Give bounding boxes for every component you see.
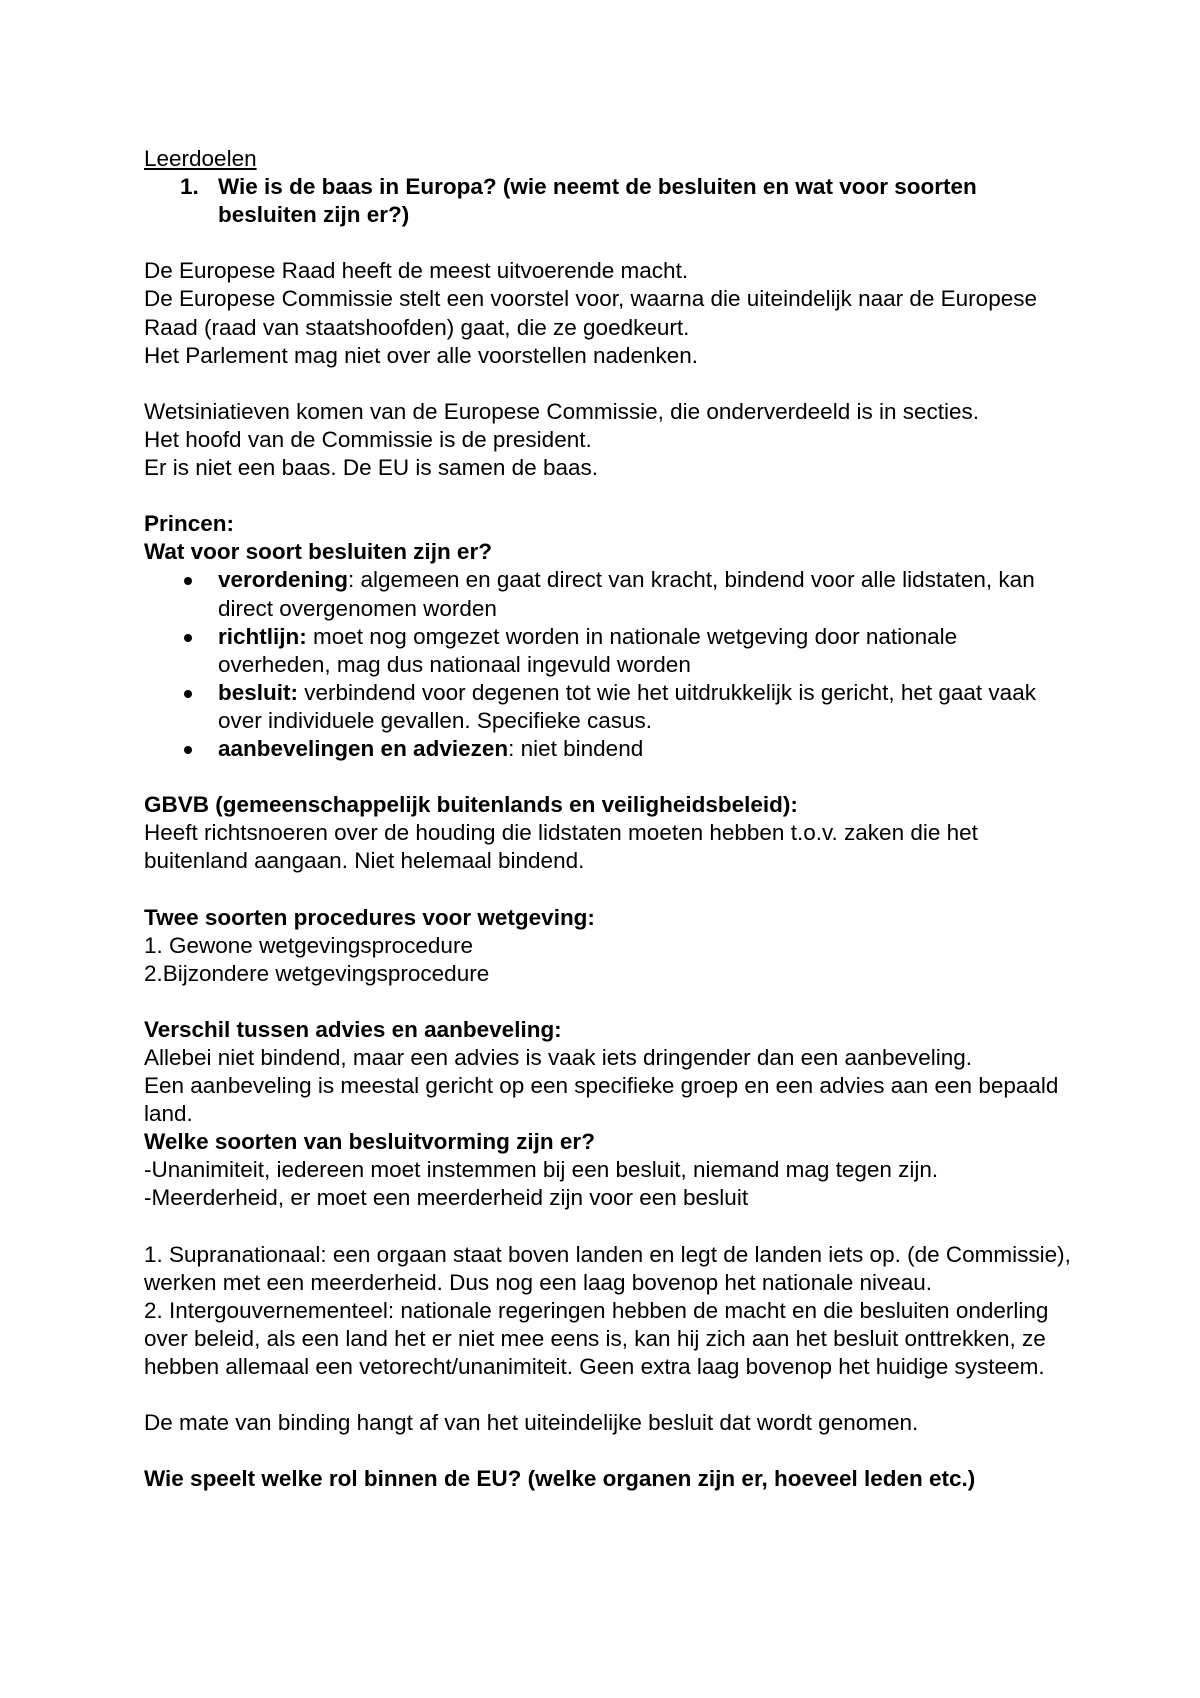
para1-line: De Europese Commissie stelt een voorstel voor, waarna die uiteindelijk naar de Europese Raad (raad van staatshoofden) gaat, die ze goedkeurt. xyxy=(144,286,1037,340)
list-item xyxy=(144,679,1074,735)
verschil-title: Verschil tussen advies en aanbeveling: xyxy=(144,1016,562,1042)
para2-line: Er is niet een baas. De EU is samen de baas. xyxy=(144,455,598,481)
goals-list xyxy=(144,173,1074,229)
list-item xyxy=(144,735,1074,763)
gbvb-text: Heeft richtsnoeren over de houding die lidstaten moeten hebben t.o.v. zaken die het buitenland aangaan. Niet helemaal bindend. xyxy=(144,820,978,874)
besluitvorming-line: -Meerderheid, er moet een meerderheid zijn voor een besluit xyxy=(144,1185,749,1211)
document-body xyxy=(144,145,1074,1494)
list-item xyxy=(144,566,1074,622)
goal-text: Wie is de baas in Europa? (wie neemt de besluiten en wat voor soorten besluiten zijn er?) xyxy=(218,174,977,228)
para2-line: Wetsiniatieven komen van de Europese Commissie, die onderverdeeld is in secties. xyxy=(144,398,980,424)
bullet-icon xyxy=(184,577,192,585)
term-description: : niet bindend xyxy=(508,735,644,761)
list-item xyxy=(144,623,1074,679)
bullet-icon xyxy=(184,690,192,698)
goal-number: 1. xyxy=(180,174,199,200)
term: besluit: xyxy=(218,679,299,705)
besluitvorming-title: Welke soorten van besluitvorming zijn er? xyxy=(144,1129,595,1155)
para1-line: Het Parlement mag niet over alle voorstellen nadenken. xyxy=(144,342,699,368)
term-description: moet nog omgezet worden in nationale wetgeving door nationale overheden, mag dus nationaal ingevuld worden xyxy=(218,623,958,677)
procedure-line: 1. Gewone wetgevingsprocedure xyxy=(144,932,473,958)
verschil-line: Een aanbeveling is meestal gericht op een specifieke groep en een advies aan een bepaald land. xyxy=(144,1073,1059,1127)
princen-question: Wat voor soort besluiten zijn er? xyxy=(144,539,492,565)
goal-item xyxy=(144,173,1074,229)
term: verordening xyxy=(218,567,349,593)
binding-text: De mate van binding hangt af van het uiteindelijke besluit dat wordt genomen. xyxy=(144,1410,919,1436)
besluitvorming-line: -Unanimiteit, iedereen moet instemmen bij een besluit, niemand mag tegen zijn. xyxy=(144,1157,939,1183)
term-description: verbindend voor degenen tot wie het uitdrukkelijk is gericht, het gaat vaak over individuele gevallen. Specifieke casus. xyxy=(218,679,1036,733)
type-paragraph: 2. Intergouvernementeel: nationale regeringen hebben de macht en die besluiten onderling over beleid, als een land het er niet mee eens is, kan hij zich aan het besluit onttrekken, ze hebben allemaal een vetorecht/unanimiteit. Geen extra laag bovenop het huidige systeem. xyxy=(144,1297,1049,1380)
bullet-icon xyxy=(184,746,192,754)
decision-types-list xyxy=(144,566,1074,763)
para1-line: De Europese Raad heeft de meest uitvoerende macht. xyxy=(144,258,689,284)
gbvb-title: GBVB (gemeenschappelijk buitenlands en veiligheidsbeleid): xyxy=(144,792,798,818)
term: richtlijn: xyxy=(218,623,307,649)
term: aanbevelingen en adviezen xyxy=(218,735,509,761)
princen-title: Princen: xyxy=(144,511,235,537)
type-paragraph: 1. Supranationaal: een orgaan staat boven landen en legt de landen iets op. (de Commissie), werken met een meerderheid. Dus nog een laag bovenop het nationale niveau. xyxy=(144,1241,1071,1295)
term-description: : algemeen en gaat direct van kracht, bindend voor alle lidstaten, kan direct overgenomen worden xyxy=(218,567,1035,621)
procedure-line: 2.Bijzondere wetgevingsprocedure xyxy=(144,960,490,986)
verschil-line: Allebei niet bindend, maar een advies is vaak iets dringender dan een aanbeveling. xyxy=(144,1045,973,1070)
para2-line: Het hoofd van de Commissie is de president. xyxy=(144,426,592,452)
heading-leerdoelen: Leerdoelen xyxy=(144,146,257,171)
bullet-icon xyxy=(184,634,192,642)
final-question: Wie speelt welke rol binnen de EU? (welke organen zijn er, hoeveel leden etc.) xyxy=(144,1466,976,1492)
procedures-title: Twee soorten procedures voor wetgeving: xyxy=(144,904,595,930)
